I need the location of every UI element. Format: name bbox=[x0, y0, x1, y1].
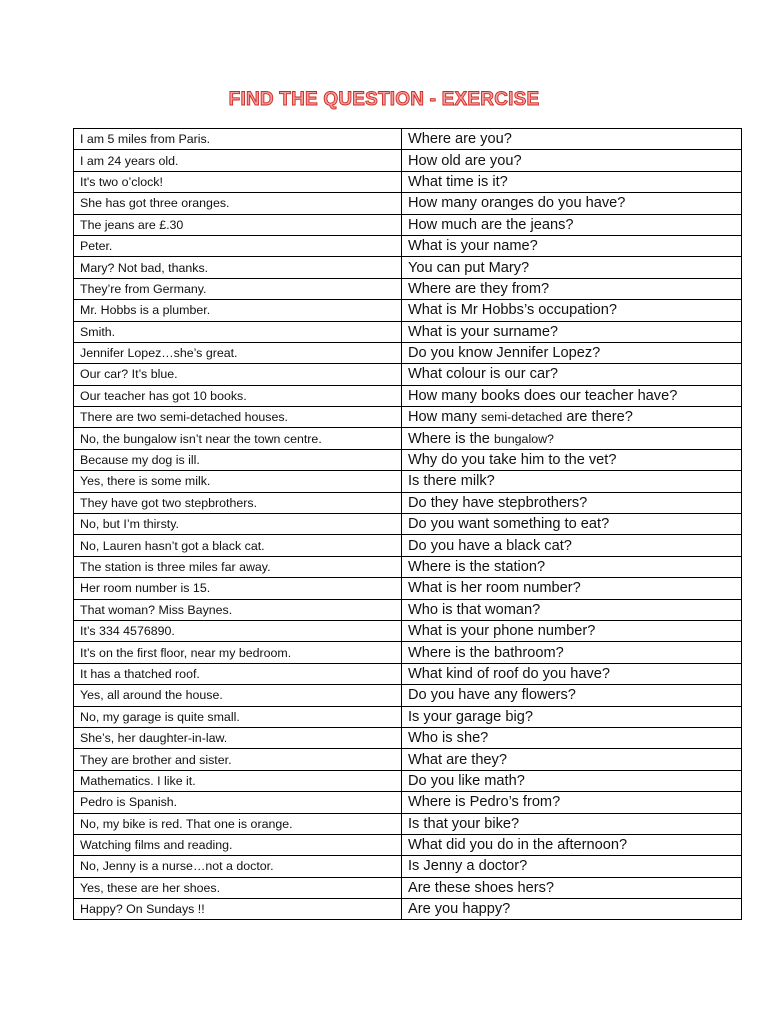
question-cell: How many oranges do you have? bbox=[402, 193, 742, 214]
answer-cell: Yes, there is some milk. bbox=[74, 471, 402, 492]
table-row bbox=[74, 278, 742, 299]
answer-cell: No, my bike is red. That one is orange. bbox=[74, 813, 402, 834]
question-cell: What is your name? bbox=[402, 235, 742, 256]
answer-cell: Yes, all around the house. bbox=[74, 685, 402, 706]
table-row bbox=[74, 877, 742, 898]
table-row bbox=[74, 428, 742, 449]
question-text-small-part: bungalow? bbox=[493, 431, 554, 446]
table-row bbox=[74, 407, 742, 428]
answer-cell: Mary? Not bad, thanks. bbox=[74, 257, 402, 278]
table-row bbox=[74, 492, 742, 513]
answer-cell: Peter. bbox=[74, 235, 402, 256]
answer-cell: It has a thatched roof. bbox=[74, 663, 402, 684]
table-row bbox=[74, 171, 742, 192]
answer-cell: They’re from Germany. bbox=[74, 278, 402, 299]
answer-cell: Her room number is 15. bbox=[74, 578, 402, 599]
answer-cell: No, Jenny is a nurse…not a doctor. bbox=[74, 856, 402, 877]
answer-cell: Yes, these are her shoes. bbox=[74, 877, 402, 898]
answer-cell: She’s, her daughter-in-law. bbox=[74, 727, 402, 748]
answer-cell: There are two semi-detached houses. bbox=[74, 407, 402, 428]
question-cell: How old are you? bbox=[402, 150, 742, 171]
answer-cell: That woman? Miss Baynes. bbox=[74, 599, 402, 620]
answer-cell: It’s on the first floor, near my bedroom. bbox=[74, 642, 402, 663]
question-cell: How many books does our teacher have? bbox=[402, 385, 742, 406]
question-cell bbox=[402, 428, 742, 449]
answer-cell: No, but I’m thirsty. bbox=[74, 514, 402, 535]
answer-cell: I am 5 miles from Paris. bbox=[74, 129, 402, 150]
page-title: FIND THE QUESTION - EXERCISE bbox=[228, 89, 540, 110]
answer-cell: Our car? It’s blue. bbox=[74, 364, 402, 385]
answer-cell: The station is three miles far away. bbox=[74, 556, 402, 577]
question-cell: Who is she? bbox=[402, 727, 742, 748]
table-row bbox=[74, 620, 742, 641]
question-cell: What is Mr Hobbs’s occupation? bbox=[402, 300, 742, 321]
table-row bbox=[74, 599, 742, 620]
table-row bbox=[74, 813, 742, 834]
question-cell: Who is that woman? bbox=[402, 599, 742, 620]
question-cell: You can put Mary? bbox=[402, 257, 742, 278]
answer-cell: No, Lauren hasn’t got a black cat. bbox=[74, 535, 402, 556]
answer-cell: It's two o’clock! bbox=[74, 171, 402, 192]
answer-cell: She has got three oranges. bbox=[74, 193, 402, 214]
answer-cell: Pedro is Spanish. bbox=[74, 792, 402, 813]
table-row bbox=[74, 578, 742, 599]
question-cell: Where is Pedro’s from? bbox=[402, 792, 742, 813]
table-row bbox=[74, 300, 742, 321]
table-row bbox=[74, 321, 742, 342]
answer-cell: No, my garage is quite small. bbox=[74, 706, 402, 727]
answer-cell: Our teacher has got 10 books. bbox=[74, 385, 402, 406]
question-cell: What are they? bbox=[402, 749, 742, 770]
table-row bbox=[74, 727, 742, 748]
question-cell: Do they have stepbrothers? bbox=[402, 492, 742, 513]
table-row bbox=[74, 129, 742, 150]
question-cell: Are you happy? bbox=[402, 899, 742, 920]
question-text-part: How many bbox=[408, 409, 481, 426]
question-cell: Is Jenny a doctor? bbox=[402, 856, 742, 877]
question-cell: What is your surname? bbox=[402, 321, 742, 342]
question-cell: What time is it? bbox=[402, 171, 742, 192]
question-cell: What is her room number? bbox=[402, 578, 742, 599]
answer-cell: Happy? On Sundays !! bbox=[74, 899, 402, 920]
table-row bbox=[74, 556, 742, 577]
answer-cell: I am 24 years old. bbox=[74, 150, 402, 171]
question-cell: Where are they from? bbox=[402, 278, 742, 299]
question-cell: What colour is our car? bbox=[402, 364, 742, 385]
table-row bbox=[74, 834, 742, 855]
question-cell bbox=[402, 407, 742, 428]
table-row bbox=[74, 514, 742, 535]
table-row bbox=[74, 193, 742, 214]
answer-cell: They have got two stepbrothers. bbox=[74, 492, 402, 513]
answer-cell: Because my dog is ill. bbox=[74, 449, 402, 470]
answer-cell: The jeans are £.30 bbox=[74, 214, 402, 235]
answer-cell: They are brother and sister. bbox=[74, 749, 402, 770]
table-row bbox=[74, 792, 742, 813]
answer-cell: Mr. Hobbs is a plumber. bbox=[74, 300, 402, 321]
table-row bbox=[74, 642, 742, 663]
table-row bbox=[74, 706, 742, 727]
table-row bbox=[74, 214, 742, 235]
question-cell: Do you like math? bbox=[402, 770, 742, 791]
answer-cell: Jennifer Lopez…she’s great. bbox=[74, 342, 402, 363]
question-cell: Do you have a black cat? bbox=[402, 535, 742, 556]
table-row bbox=[74, 235, 742, 256]
table-row bbox=[74, 685, 742, 706]
table-row bbox=[74, 856, 742, 877]
table-row bbox=[74, 449, 742, 470]
question-cell: Is that your bike? bbox=[402, 813, 742, 834]
table-row bbox=[74, 535, 742, 556]
table-row bbox=[74, 342, 742, 363]
table-row bbox=[74, 150, 742, 171]
table-row bbox=[74, 770, 742, 791]
question-cell: Where is the bathroom? bbox=[402, 642, 742, 663]
question-cell: What is your phone number? bbox=[402, 620, 742, 641]
question-cell: Are these shoes hers? bbox=[402, 877, 742, 898]
answer-cell: Mathematics. I like it. bbox=[74, 770, 402, 791]
question-text-part: are there? bbox=[562, 409, 633, 426]
question-cell: Do you know Jennifer Lopez? bbox=[402, 342, 742, 363]
table-row bbox=[74, 749, 742, 770]
question-cell: Do you want something to eat? bbox=[402, 514, 742, 535]
question-cell: What did you do in the afternoon? bbox=[402, 834, 742, 855]
table-row bbox=[74, 385, 742, 406]
table-row bbox=[74, 663, 742, 684]
question-cell: Is your garage big? bbox=[402, 706, 742, 727]
question-cell: Where are you? bbox=[402, 129, 742, 150]
answer-cell: Watching films and reading. bbox=[74, 834, 402, 855]
question-cell: How much are the jeans? bbox=[402, 214, 742, 235]
question-answer-table bbox=[73, 128, 742, 920]
question-text-part: Where is the bbox=[408, 430, 494, 447]
question-text-small-part: semi-detached bbox=[481, 410, 563, 425]
question-cell: Where is the station? bbox=[402, 556, 742, 577]
table-row bbox=[74, 364, 742, 385]
answer-cell: Smith. bbox=[74, 321, 402, 342]
question-cell: What kind of roof do you have? bbox=[402, 663, 742, 684]
table-row bbox=[74, 257, 742, 278]
answer-cell: It’s 334 4576890. bbox=[74, 620, 402, 641]
table-row bbox=[74, 899, 742, 920]
table-body bbox=[74, 129, 742, 920]
table-row bbox=[74, 471, 742, 492]
question-cell: Do you have any flowers? bbox=[402, 685, 742, 706]
question-cell: Why do you take him to the vet? bbox=[402, 449, 742, 470]
answer-cell: No, the bungalow isn’t near the town centre. bbox=[74, 428, 402, 449]
question-cell: Is there milk? bbox=[402, 471, 742, 492]
